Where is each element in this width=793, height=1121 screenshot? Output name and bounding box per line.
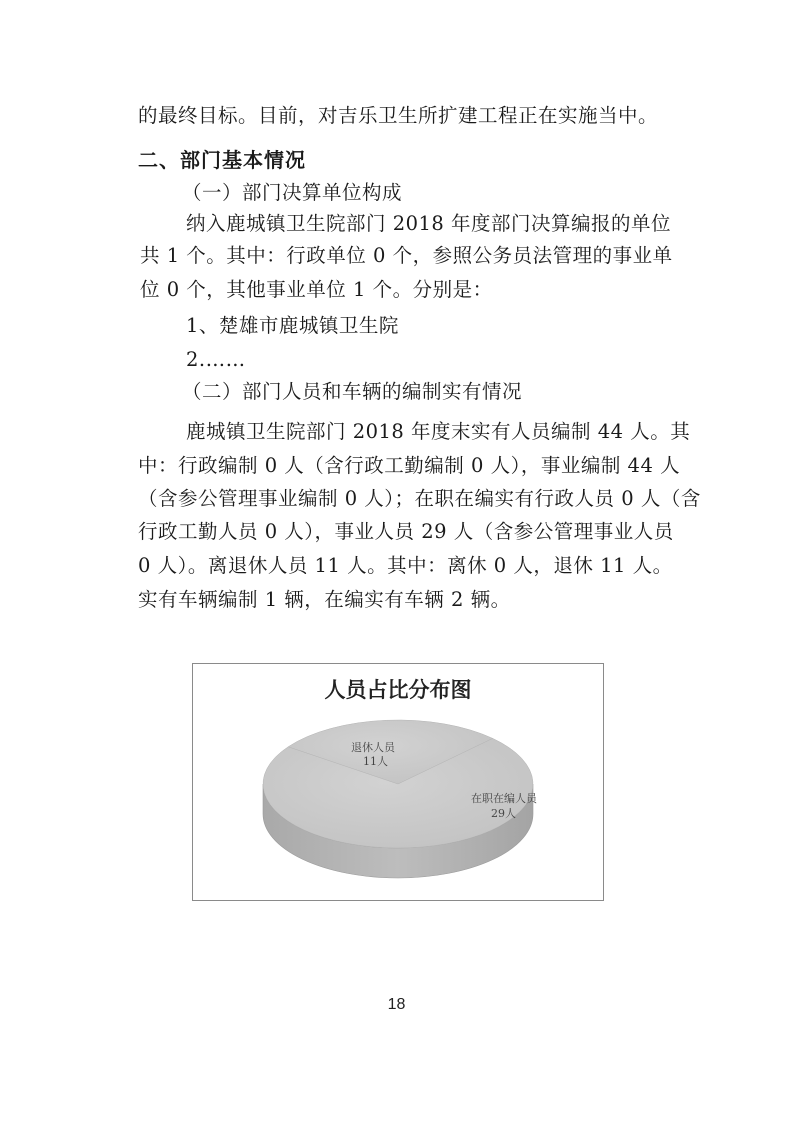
chart-title: 人员占比分布图 [324,678,472,702]
paragraph-line: 纳入鹿城镇卫生院部门 2018 年度部门决算编报的单位 [186,212,672,235]
slice-label-retired: 退休人员 [351,741,395,754]
list-item: 2.…… [186,348,246,371]
paragraph-line: 位 0 个，其他事业单位 1 个。分别是： [140,278,493,301]
slice-value-employed: 29人 [491,807,516,820]
slice-value-retired: 11人 [363,755,388,768]
paragraph-line: 鹿城镇卫生院部门 2018 年度末实有人员编制 44 人。其 [186,420,691,443]
paragraph-line: （含参公管理事业编制 0 人）；在职在编实有行政人员 0 人（含 [138,487,701,510]
paragraph-line: 共 1 个。其中：行政单位 0 个，参照公务员法管理的事业单 [140,244,673,267]
paragraph-line: 行政工勤人员 0 人），事业人员 29 人（含参公管理事业人员 [138,520,674,543]
pie-chart [192,663,604,901]
pie-chart-svg [193,664,603,900]
slice-label-employed: 在职在编人员 [471,792,537,805]
paragraph-line: 0 人）。离退休人员 11 人。其中：离休 0 人，退休 11 人。 [138,554,673,577]
paragraph-line: 中：行政编制 0 人（含行政工勤编制 0 人），事业编制 44 人 [138,454,681,477]
subsection-heading: （一）部门决算单位构成 [182,181,403,204]
section-heading: 二、部门基本情况 [138,148,306,172]
list-item: 1、楚雄市鹿城镇卫生院 [186,314,399,337]
page-number: 18 [387,996,406,1013]
paragraph-line: 实有车辆编制 1 辆，在编实有车辆 2 辆。 [138,588,511,611]
subsection-heading: （二）部门人员和车辆的编制实有情况 [182,380,523,403]
paragraph-line: 的最终目标。目前，对吉乐卫生所扩建工程正在实施当中。 [138,104,659,127]
